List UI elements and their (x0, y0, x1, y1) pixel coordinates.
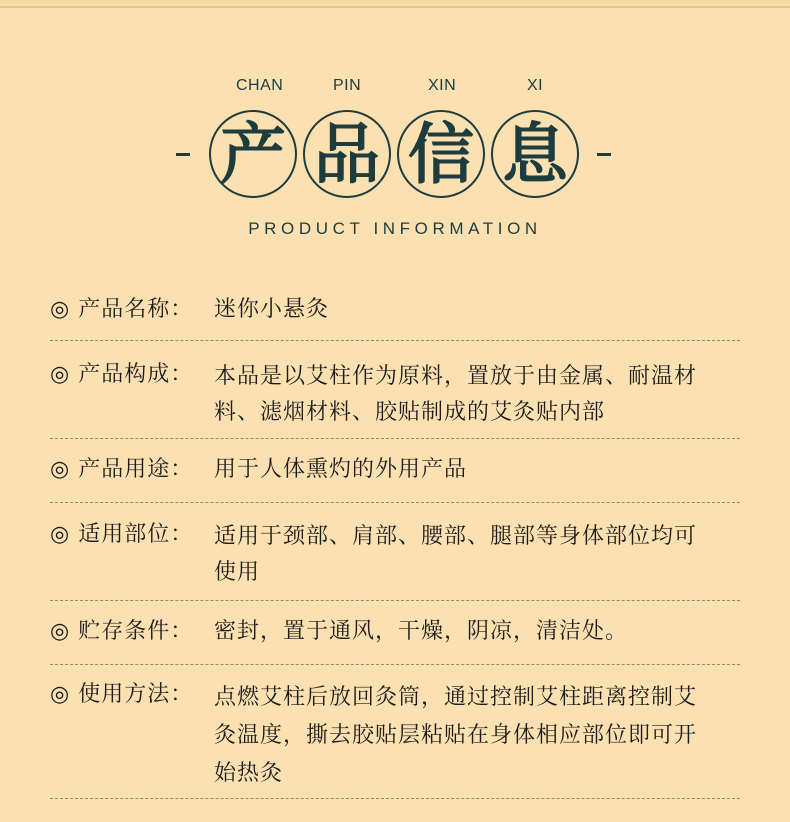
pinyin-pin: PIN (333, 77, 362, 94)
top-border (0, 0, 790, 10)
pinyin-xin: XIN (428, 77, 457, 94)
row-value: 密封，置于通风，干燥，阴凉，清洁处。 (214, 619, 629, 644)
top-border-line (0, 6, 790, 8)
info-row-storage (50, 601, 740, 665)
info-list (50, 278, 740, 799)
row-value: 本品是以艾柱作为原料，置放于由金属、耐温材料、滤烟材料、胶贴制成的艾灸贴内部 (214, 364, 698, 425)
title-char-xin: 信 (397, 110, 485, 198)
row-label: ◎ 产品用途： (50, 457, 194, 482)
info-row-instructions (50, 665, 740, 799)
row-label: ◎ 产品名称： (50, 297, 194, 322)
info-row-name (50, 278, 740, 341)
row-label: ◎ 使用方法： (50, 682, 194, 707)
title-char-pin: 品 (303, 110, 391, 198)
info-row-composition (50, 341, 740, 439)
subtitle: PRODUCT INFORMATION (248, 219, 542, 238)
page-title (0, 108, 790, 200)
row-value: 适用于颈部、肩部、腰部、腿部等身体部位均可使用 (214, 524, 698, 585)
info-row-body-parts (50, 503, 740, 601)
info-row-usage (50, 439, 740, 503)
row-value: 用于人体熏灼的外用产品 (214, 457, 468, 482)
row-value: 点燃艾柱后放回灸筒，通过控制艾柱距离控制艾灸温度，撕去胶贴层粘贴在身体相应部位即可开始热灸 (214, 685, 698, 786)
title-char-chan: 产 (209, 110, 297, 198)
pinyin-chan: CHAN (236, 77, 284, 94)
row-value: 迷你小悬灸 (214, 297, 330, 322)
row-label: ◎ 产品构成： (50, 362, 194, 387)
row-label: ◎ 贮存条件： (50, 619, 194, 644)
title-dash-right (597, 153, 611, 156)
pinyin-xi: XI (527, 77, 544, 94)
title-char-xi: 息 (491, 110, 579, 198)
title-dash-left (176, 153, 190, 156)
row-label: ◎ 适用部位： (50, 522, 194, 547)
